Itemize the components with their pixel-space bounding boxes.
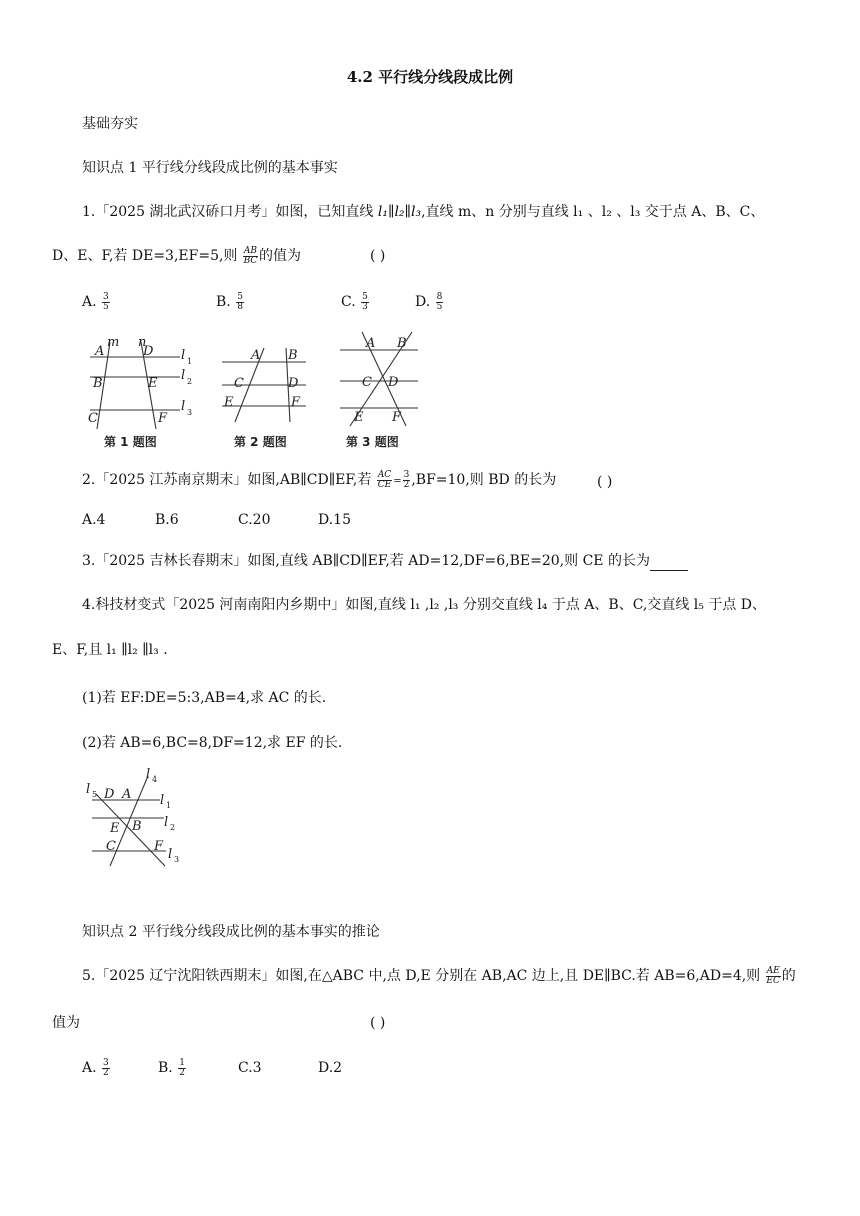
q1-text-b: ,直线 m、n 分别与直线 l₁ 、l₂ 、l₃ 交于点 A、B、C、	[421, 204, 765, 220]
fig1-label-c: C	[88, 411, 98, 426]
q2-ratio	[403, 471, 411, 490]
question-2	[82, 470, 556, 492]
q1-opt-b-den: 8	[237, 301, 243, 312]
question-4-part-1: (1)若 EF:DE=5:3,AB=4,求 AC 的长.	[82, 690, 327, 706]
fig1-caption: 第 1 题图	[104, 435, 157, 449]
q1-opt-b-label: B.	[216, 294, 231, 310]
page-title: 4.2 平行线分线段成比例	[346, 68, 514, 86]
question-5-line-2: 值为	[52, 1015, 80, 1031]
fig4-label-e: E	[110, 821, 120, 836]
fig4-label-l3: l	[168, 847, 173, 862]
q1-text-c: D、E、F,若 DE=3,EF=5,则	[52, 248, 242, 264]
q1-text-d: 的值为	[259, 248, 302, 264]
q5-opt-b-num: 1	[179, 1057, 185, 1068]
fig4-label-l5-sub: 5	[92, 790, 98, 799]
q1-opt-a-num: 3	[103, 291, 109, 302]
q5-option-b	[158, 1058, 187, 1078]
figure-1	[82, 334, 202, 454]
q3-answer-blank[interactable]	[650, 556, 688, 571]
fig1-label-l1: l	[181, 348, 186, 363]
q1-frac-num: AB	[243, 245, 258, 256]
q1-text-a: 1.「2025 湖北武汉硚口月考」如图，已知直线	[82, 204, 378, 220]
q1-opt-a-label: A.	[82, 294, 97, 310]
fig4-label-l1: l	[160, 793, 165, 808]
q2-ratio-num: 3	[403, 469, 410, 480]
fig1-label-l1-sub: 1	[187, 357, 193, 366]
q5-option-a	[82, 1058, 111, 1078]
q2-option-a: A.4	[82, 512, 106, 528]
question-5-line-1	[82, 966, 796, 986]
fig2-label-a: A	[251, 348, 261, 363]
fig4-label-l2-sub: 2	[170, 823, 176, 832]
q2-option-b: B.6	[155, 512, 179, 528]
question-4-part-2: (2)若 AB=6,BC=8,DF=12,求 EF 的长.	[82, 735, 343, 751]
fig3-label-a: A	[366, 336, 376, 351]
fig1-label-f: F	[158, 411, 168, 426]
question-1-line-1	[82, 202, 764, 222]
fig4-label-l4-sub: 4	[152, 775, 158, 784]
q2-frac-num: AC	[377, 469, 392, 480]
fig3-caption: 第 3 题图	[346, 435, 399, 449]
q1-option-a	[82, 292, 111, 312]
q1-math: l₁∥l₂∥l₃	[377, 204, 422, 220]
q1-opt-c-den: 3	[362, 301, 368, 312]
q2-option-d: D.15	[318, 512, 351, 528]
q1-opt-b-num: 5	[237, 291, 243, 302]
q1-opt-d-label: D.	[415, 294, 431, 310]
q1-option-d	[415, 292, 444, 312]
q5-opt-a-num: 3	[103, 1057, 109, 1068]
question-3	[82, 551, 688, 571]
q2-text-b: ,BF=10,则 BD 的长为	[411, 472, 557, 488]
fig2-label-e: E	[224, 395, 234, 410]
q1-opt-d-den: 5	[436, 301, 443, 312]
fig4-label-l4: l	[146, 767, 151, 782]
figure-4	[80, 766, 190, 870]
q1-opt-a-den: 5	[103, 301, 109, 312]
fig2-label-c: C	[234, 376, 244, 391]
q5-opt-a-den: 2	[103, 1067, 109, 1078]
question-4-line-2: E、F,且 l₁ ∥l₂ ∥l₃ .	[52, 642, 168, 658]
fig3-label-c: C	[362, 375, 372, 390]
fig3-label-b: B	[397, 336, 407, 351]
q2-answer-paren: ( )	[597, 474, 613, 490]
knowledge-point-1: 知识点 1 平行线分线段成比例的基本事实	[82, 160, 338, 176]
knowledge-point-2: 知识点 2 平行线分线段成比例的基本事实的推论	[82, 924, 380, 940]
q5-answer-paren: ( )	[370, 1015, 386, 1031]
fig1-label-d: D	[143, 344, 154, 359]
section-heading: 基础夯实	[82, 116, 138, 132]
q1-option-c	[341, 292, 370, 312]
fig3-label-e: E	[354, 410, 364, 425]
fig1-label-l3: l	[181, 399, 186, 414]
fig3-label-f: F	[392, 410, 402, 425]
fig2-label-d: D	[288, 376, 299, 391]
q2-ratio-den: 2	[403, 479, 410, 490]
fig4-label-c: C	[106, 839, 116, 854]
q5-option-d: D.2	[318, 1060, 343, 1076]
fig1-label-b: B	[93, 376, 103, 391]
fig2-label-b: B	[288, 348, 298, 363]
question-4-line-1: 4.科技材变式「2025 河南南阳内乡期中」如图,直线 l₁ ,l₂ ,l₃ 分别交直线 l₄ 于点 A、B、C,交直线 l₅ 于点 D、	[82, 597, 767, 613]
fig1-label-n: n	[138, 335, 147, 350]
fig2-caption: 第 2 题图	[234, 435, 287, 449]
fig1-label-l3-sub: 3	[187, 408, 193, 417]
fig4-label-a: A	[122, 787, 132, 802]
q1-opt-d-num: 8	[436, 291, 443, 302]
q1-opt-c-num: 5	[362, 291, 368, 302]
q2-eq: =	[393, 476, 402, 487]
fig3-label-d: D	[388, 375, 399, 390]
q1-option-b	[216, 292, 245, 312]
q5-opt-b-label: B.	[158, 1060, 173, 1076]
fig1-label-l2: l	[181, 368, 186, 383]
fig4-label-f: F	[154, 839, 164, 854]
fig1-label-a: A	[95, 344, 105, 359]
q5-frac-den: EC	[766, 975, 780, 986]
q5-option-c: C.3	[238, 1060, 262, 1076]
q1-fraction	[243, 247, 258, 266]
fig4-label-l2: l	[164, 815, 169, 830]
q1-answer-paren: ( )	[370, 248, 386, 264]
fig1-label-e: E	[148, 376, 158, 391]
q2-option-c: C.20	[238, 512, 271, 528]
fig1-label-m: m	[107, 335, 120, 350]
q5-frac-num: AE	[766, 965, 780, 976]
q1-frac-den: BC	[243, 255, 258, 266]
fig4-label-l3-sub: 3	[174, 855, 180, 864]
fig4-label-d: D	[104, 787, 115, 802]
q5-text-b: 的	[781, 968, 796, 984]
fig4-line-l5	[96, 794, 165, 866]
figure-3	[332, 328, 424, 454]
fig1-label-l2-sub: 2	[187, 377, 193, 386]
fig4-label-b: B	[132, 819, 142, 834]
q2-fraction	[377, 471, 392, 490]
figure-2	[218, 334, 318, 454]
q3-text: 3.「2025 吉林长春期末」如图,直线 AB∥CD∥EF,若 AD=12,DF=6,BE=20,则 CE 的长为	[82, 553, 650, 569]
q2-text-a: 2.「2025 江苏南京期末」如图,AB∥CD∥EF,若	[82, 472, 376, 488]
q1-opt-c-label: C.	[341, 294, 356, 310]
fig2-label-f: F	[291, 395, 301, 410]
q5-fraction	[766, 967, 781, 986]
fig4-label-l1-sub: 1	[166, 801, 172, 810]
q5-opt-a-label: A.	[82, 1060, 97, 1076]
fig4-label-l5: l	[86, 782, 91, 797]
q2-frac-den: CE	[377, 479, 392, 490]
q5-opt-b-den: 2	[179, 1067, 185, 1078]
question-1-line-2	[52, 246, 301, 266]
q5-text-a: 5.「2025 辽宁沈阳铁西期末」如图,在△ABC 中,点 D,E 分别在 AB,AC 边上,且 DE∥BC.若 AB=6,AD=4,则	[82, 968, 765, 984]
